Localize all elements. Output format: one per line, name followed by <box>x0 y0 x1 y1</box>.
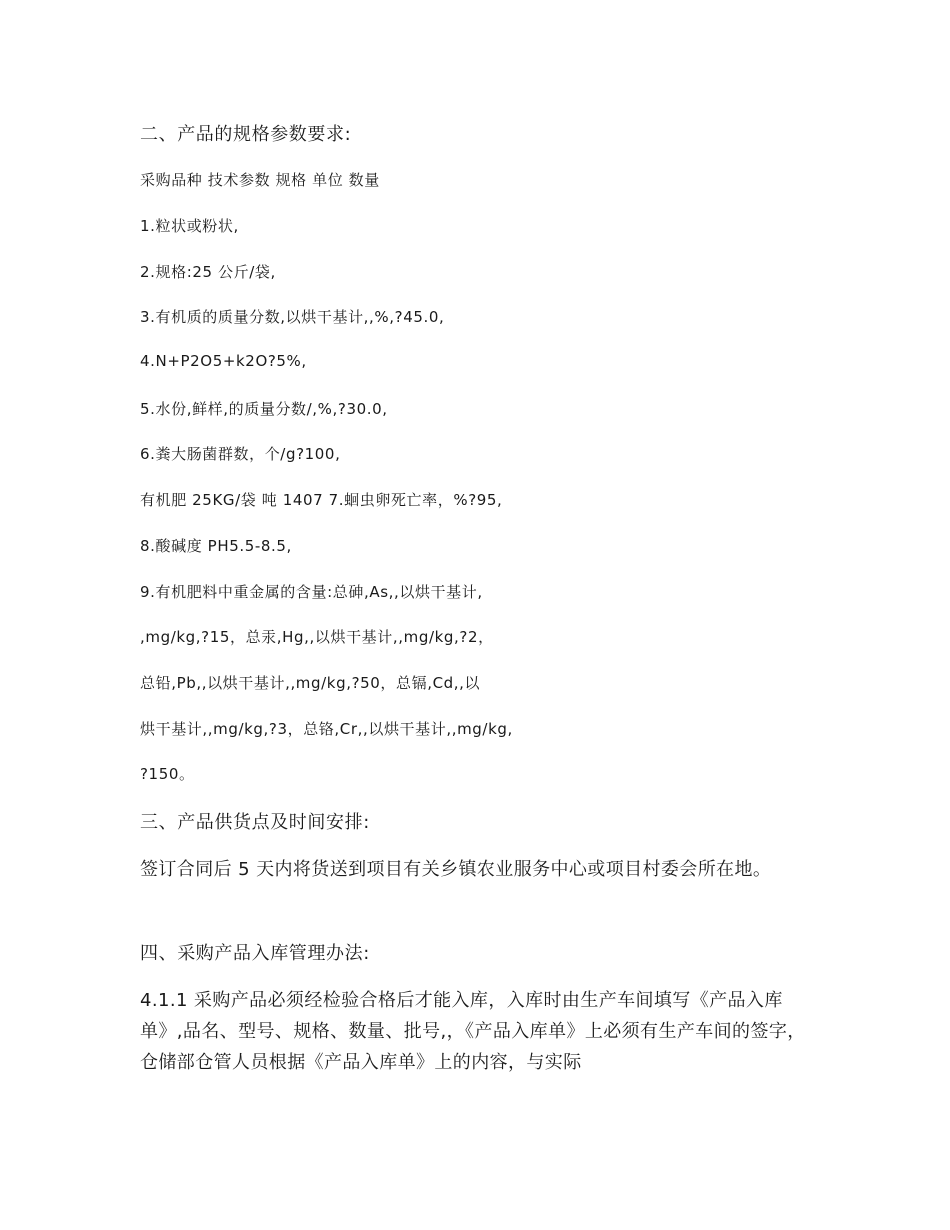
section-3-heading: 三、产品供货点及时间安排: <box>140 812 370 833</box>
spec-item-8: 8.酸碱度 PH5.5-8.5, <box>140 537 292 555</box>
spec-item-9-cont-2: 总铅,Pb,,以烘干基计,,mg/kg,?50，总镉,Cd,,以 <box>140 674 481 692</box>
spec-item-9-cont-3: 烘干基计,,mg/kg,?3，总铬,Cr,,以烘干基计,,mg/kg, <box>140 720 513 738</box>
spec-item-2: 2.规格:25 公斤/袋, <box>140 263 276 281</box>
section-3-body: 签订合同后 5 天内将货送到项目有关乡镇农业服务中心或项目村委会所在地。 <box>140 859 772 880</box>
spec-item-9-cont-1: ,mg/kg,?15，总汞,Hg,,以烘干基计,,mg/kg,?2， <box>140 628 494 646</box>
spec-item-6: 6.粪大肠菌群数，个/g?100, <box>140 445 341 463</box>
spec-item-1: 1.粒状或粉状, <box>140 217 239 235</box>
section-4-body: 4.1.1 采购产品必须经检验合格后才能入库，入库时由生产车间填写《产品入库单》,品名、型号、规格、数量、批号,，《产品入库单》上必须有生产车间的签字，仓储部仓管人员根据《产品入库单》上的内容，与实际 <box>140 990 806 1073</box>
spec-item-9-cont-4: ?150。 <box>140 765 195 783</box>
spec-item-3: 3.有机质的质量分数,以烘干基计,,%,?45.0, <box>140 308 445 326</box>
section-2-heading: 二、产品的规格参数要求: <box>140 124 352 145</box>
spec-item-4: 4.N+P2O5+k2O?5%, <box>140 352 307 370</box>
spec-item-7: 有机肥 25KG/袋 吨 1407 7.蛔虫卵死亡率，%?95, <box>140 491 503 509</box>
spec-item-5: 5.水份,鲜样,的质量分数/,%,?30.0, <box>140 400 388 418</box>
spec-table-header: 采购品种 技术参数 规格 单位 数量 <box>140 171 380 189</box>
spec-item-9: 9.有机肥料中重金属的含量:总砷,As,,以烘干基计, <box>140 583 483 601</box>
section-4-heading: 四、采购产品入库管理办法: <box>140 943 370 964</box>
